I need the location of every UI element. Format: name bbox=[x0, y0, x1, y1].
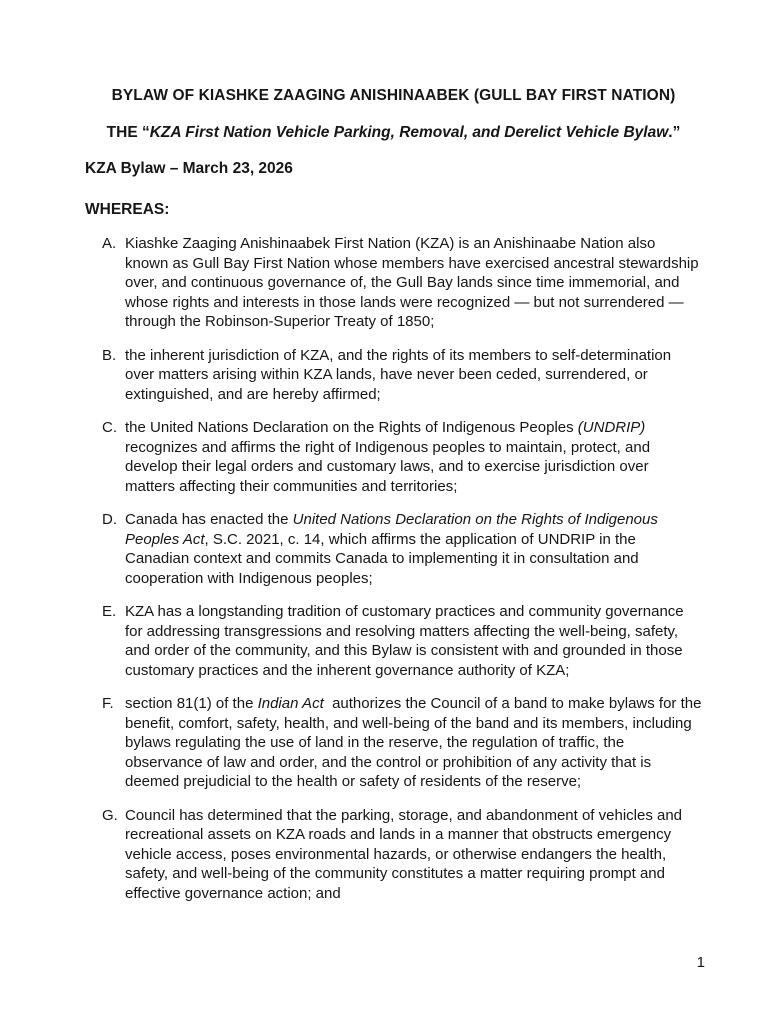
whereas-clause-g bbox=[102, 806, 702, 904]
clause-text: the inherent jurisdiction of KZA, and the rights of its members to self-determination over matters arising within KZA lands, have never been ceded, surrendered, or extinguished, and are hereby affirmed; bbox=[125, 346, 672, 403]
clause-text: section 81(1) of the Indian Act authorizes the Council of a band to make bylaws for the benefit, comfort, safety, health, and well-being of the band and its members, including bylaws regulating the use of land in the reserve, the regulation of traffic, the observance of law and order, and the control or prohibition of any activity that is deemed prejudicial to the health or safety of residents of the reserve; bbox=[125, 695, 702, 790]
whereas-clause-list bbox=[102, 234, 702, 903]
whereas-clause-a bbox=[102, 234, 702, 332]
whereas-clause-c bbox=[102, 418, 702, 496]
whereas-heading: WHEREAS: bbox=[85, 201, 170, 218]
clause-label: G. bbox=[102, 806, 118, 824]
clause-label: E. bbox=[102, 603, 117, 620]
doc-title: BYLAW OF KIASHKE ZAAGING ANISHINAABEK (GULL BAY FIRST NATION) bbox=[111, 87, 676, 104]
clause-text: the United Nations Declaration on the Rights of Indigenous Peoples (UNDRIP) recognizes and affirms the right of Indigenous peoples to maintain, protect, and develop their legal orders and customary laws, and to exercise jurisdiction over matters affecting their communities and territories; bbox=[125, 419, 651, 495]
clause-text: Kiashke Zaaging Anishinaabek First Nation (KZA) is an Anishinaabe Nation also known as Gull Bay First Nation whose members have exercised ancestral stewardship over, and continuous governance of, the Gull Bay lands since time immemorial, and whose rights and interests in those lands were recognized — but not surrendered — through the Robinson-Superior Treaty of 1850; bbox=[125, 235, 699, 330]
whereas-clause-d bbox=[102, 510, 702, 588]
clause-label: C. bbox=[102, 419, 117, 436]
doc-subtitle: THE “KZA First Nation Vehicle Parking, Removal, and Derelict Vehicle Bylaw.” bbox=[106, 124, 681, 141]
clause-text: Canada has enacted the United Nations Declaration on the Rights of Indigenous Peoples Act, S.C. 2021, c. 14, which affirms the application of UNDRIP in the Canadian context and commits Canada to implementing it in consultation and cooperation with Indigenous peoples; bbox=[125, 511, 658, 587]
clause-text: Council has determined that the parking, storage, and abandonment of vehicles and recreational assets on KZA roads and lands in a manner that obstructs emergency vehicle access, poses environmental hazards, or otherwise endangers the health, safety, and well-being of the community constitutes a matter requiring prompt and effective governance action; and bbox=[125, 806, 683, 902]
clause-text: KZA has a longstanding tradition of customary practices and community governance for addressing transgressions and resolving matters affecting the well-being, safety, and order of the community, and this Bylaw is consistent with and grounded in those customary practices and the inherent governance authority of KZA; bbox=[125, 603, 684, 679]
whereas-clause-f bbox=[102, 694, 702, 792]
clause-label: F. bbox=[102, 695, 114, 712]
clause-label: A. bbox=[102, 235, 117, 252]
whereas-clause-e bbox=[102, 602, 702, 680]
whereas-clause-b bbox=[102, 346, 702, 405]
page-number: 1 bbox=[696, 954, 705, 971]
clause-label: D. bbox=[102, 511, 117, 528]
bylaw-date-line: KZA Bylaw – March 23, 2026 bbox=[85, 160, 293, 177]
clause-label: B. bbox=[102, 346, 117, 364]
